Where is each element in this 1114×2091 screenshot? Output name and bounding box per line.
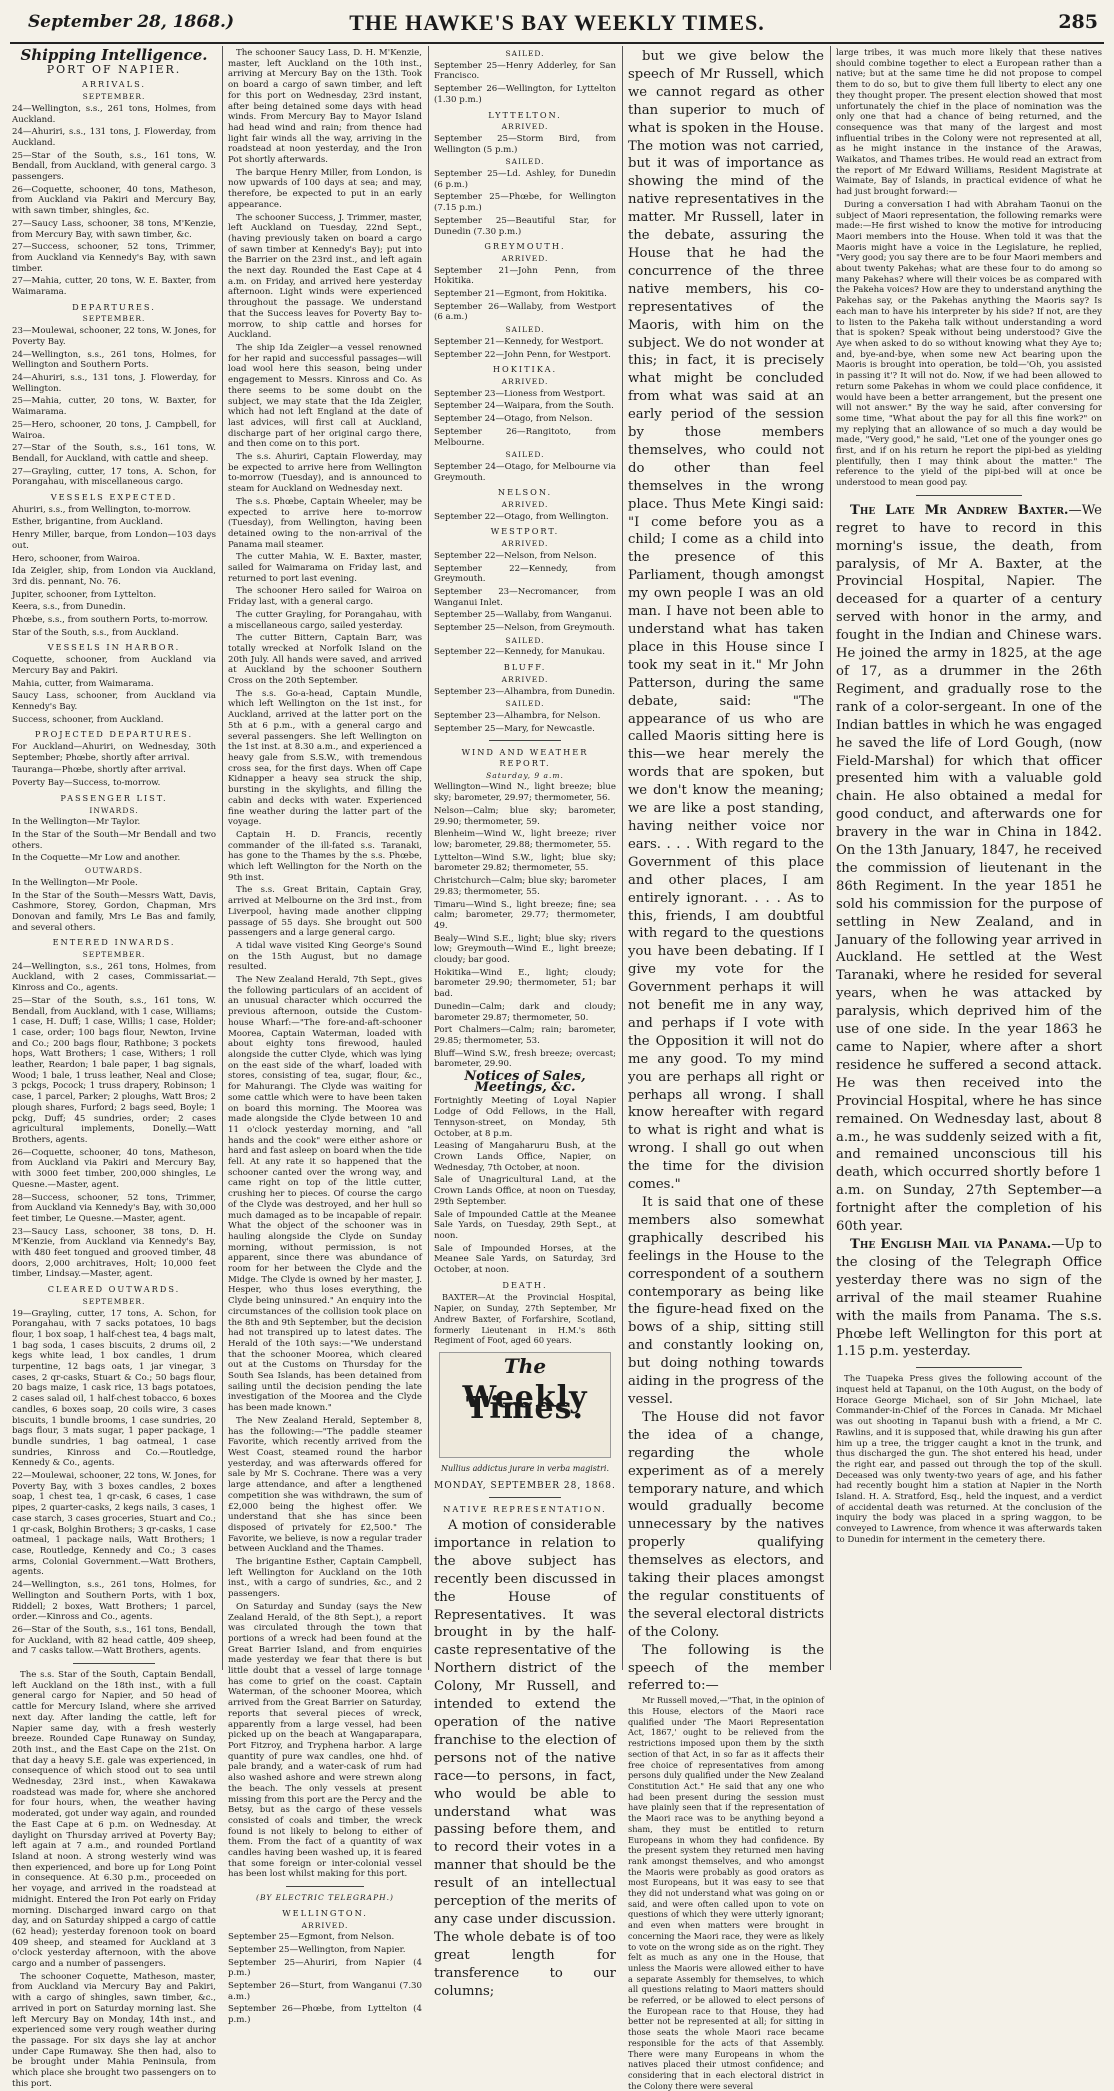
column-telegraph [434, 48, 616, 1999]
arrived-label: ARRIVED. [501, 253, 549, 263]
outwards-heading: OUTWARDS. [84, 866, 144, 876]
telegraph-heading: (BY ELECTRIC TELEGRAPH.) [256, 1893, 394, 1903]
list-item: September 24—Waipara, from the South. [434, 401, 614, 412]
hokitika-sailed-list [434, 462, 616, 483]
westport-arrived-list [434, 551, 616, 634]
greymouth-heading: GREYMOUTH. [484, 241, 566, 252]
list-item: 27—Saucy Lass, schooner, 38 tons, M'Kenzie, from Mercury Bay, with sawn timber, &c. [12, 218, 216, 240]
baxter-text: —We regret to have to record in this morning's issue, the death, from paralysis, of Mr A. Baxter, at the Provincial Hospital, Napier. The deceased for a quarter of a century served with honor in the army, and fought in the Indian and Chinese wars. He joined the army in 1825, at the age of 17, as a drummer in the 26th Regiment, and gradually rose to the rank of a color-sergeant. In one of the Indian battles in which he was engaged he saved the life of Lord Gough, (now Field-Marshal) for which that officer presented him with a valuable gold chain. He also obtained a medal for good conduct, and afterwards one for bravery in the war in China in 1842. On the 13th January, 1847, he received the commission of lieutenant in the 86th Regiment. In the year 1851 he sold his commission for the purpose of settling in New Zealand, and in January of the following year arrived in Auckland. He settled at the West Taranaki, where he resided for several years, when he was attacked by paralysis, which deprived him of the use of one side. In the year 1863 he came to Napier, where after a short residence he suffered a second attack. He was then received into the Provincial Hospital, where he has since remained. On Wednesday last, about 8 a.m., he was suddenly seized with a fit, and remained unconscious till his death, which occurred shortly before 1 a.m. on Sunday, 27th September—a fortnight after the completion of his 60th year. [836, 502, 1102, 1235]
projected-list [12, 742, 216, 789]
sailed-label: SAILED. [505, 450, 545, 460]
weather-heading: WIND AND WEATHER REPORT. [461, 747, 589, 769]
editorial-paragraphs [628, 48, 824, 1695]
arrived-label: ARRIVED. [501, 539, 549, 549]
column-news [836, 48, 1102, 1668]
paragraph: It is said that one of these members also somewhat graphically described his feelings in the House to the correspondent of a southern contemporary as being like the figure-head fixed on the bows of a ship, sitting still and constantly looking on, but doing nothing towards aiding in the progress of the vessel. [628, 1195, 824, 1407]
list-item: Ahuriri, s.s., from Wellington, to-morrow. [12, 504, 191, 515]
paragraph: The cutter Mahia, W. E. Baxter, master, sailed for Waimarama on Friday last, and returned to port last evening. [228, 552, 422, 584]
month-label: SEPTEMBER. [82, 1296, 146, 1306]
column-shipping-news [228, 48, 423, 2026]
list-item: Keera, s.s., from Dunedin. [12, 602, 126, 613]
list-item: 27—Star of the South, s.s., 161 tons, W. Bendall, for Auckland, with cattle and sheep. [12, 443, 216, 464]
divider [916, 1367, 1022, 1368]
cleared-list [12, 1309, 216, 1658]
list-item: September 25—Mary, for Newcastle. [434, 723, 595, 734]
paragraph: The barque Henry Miller, from London, is now upwards of 100 days at sea; and may, therefore, be expected to put in an early appearance. [228, 167, 422, 210]
paragraph: A tidal wave visited King George's Sound on the 15th August, but no damage resulted. [228, 940, 422, 973]
list-item: Leasing of Mangaharuru Bush, at the Crown Lands Office, Napier, on Wednesday, 7th October, at noon. [434, 1141, 616, 1173]
paragraph: Captain H. D. Francis, recently commander of the ill-fated s.s. Taranaki, has gone to the Thames by the s.s. Phœbe, which left Wellington for the North on the 9th inst. [228, 829, 422, 883]
list-item: 24—Ahuriri, s.s., 131 tons, J. Flowerday, from Auckland. [12, 127, 216, 148]
list-item: 26—Star of the South, s.s., 161 tons, Bendall, for Auckland, with 82 head cattle, 409 sheep, and 7 casks tallow.—Watt Brothers, agents. [12, 1624, 216, 1657]
list-item: 27—Grayling, cutter, 17 tons, A. Schon, for Porangahau, with miscellaneous cargo. [12, 466, 216, 488]
departures-list [12, 326, 216, 488]
list-item: 25—Star of the South, s.s., 161 tons, W. Bendall, from Auckland, with general cargo. 3 passengers. [12, 150, 216, 183]
paragraph: On Saturday and Sunday (says the New Zealand Herald, of the 8th Sept.), a report was circulated through the town that portions of a wreck had been found at the Great Barrier Island, and from enquiries made yesterday we fear that there is but little doubt that a vessel of large tonnage has come to grief on the coast. Captain Waterman, of the schooner Moorea, which arrived from the Great Barrier on Saturday, reports that several pieces of wreck, apparently from a large vessel, had been picked up on the beach at Wangaparapara, Port Fitzroy, and Tryphena harbor. A large quantity of pure wax candles, one hhd. of pale brandy, and a water-cask of rum had also washed ashore and were strewn along the beach. The only vessels at present missing from this port are the Percy and the Betsy, but as the cargo of these vessels consisted of coals and timber, the wreck found is not likely to belong to either of them. From the fact of a quantity of wax candles having been washed up, it is feared that some foreign or inter-colonial vessel has been lost whilst making for this port. [228, 1601, 422, 1880]
logo-text: Weekly Times. [462, 1379, 588, 1426]
list-item: Phœbe, s.s., from southern Ports, to-morrow. [12, 615, 208, 626]
column-rule [830, 46, 831, 1670]
passenger-heading: PASSENGER LIST. [60, 792, 168, 803]
paragraph: The cutter Grayling, for Porangahau, with a miscellaneous cargo, sailed yesterday. [228, 609, 422, 631]
nelson-heading: NELSON. [497, 487, 553, 498]
list-item: September 24—Otago, from Nelson. [434, 414, 593, 425]
list-item: Fortnightly Meeting of Loyal Napier Lodge of Odd Fellows, in the Hall, Tennyson-street, on Monday, 5th October, at 8 p.m. [434, 1096, 616, 1139]
arrivals-heading: ARRIVALS. [81, 79, 147, 90]
list-item: September 25—Wellington, from Napier. [228, 1944, 406, 1955]
paragraph: The schooner Coquette, Matheson, master, from Auckland via Mercury Bay and Pakiri, with a cargo of shingles, sawn timber, &c., arrived in port on Saturday morning last. She left Mercury Bay on Monday, 14th inst., and experienced some very rough weather during the passage. For six days she lay at anchor under Cape Rumaway. She then had, also to be brought under Mahia Peninsula, from which place she brought two passengers on to this port. [12, 1971, 216, 2089]
list-item: September 21—Kennedy, for Westport. [434, 336, 604, 347]
list-item: September 22—Otago, from Wellington. [434, 511, 609, 522]
column-shipping [12, 46, 216, 2089]
divider [286, 1886, 364, 1887]
newspaper-page [10, 6, 1104, 2091]
wellington-heading: WELLINGTON. [282, 1907, 368, 1918]
logo-text: The [503, 1353, 547, 1378]
paragraph: A motion of considerable importance in relation to the above subject has recently been discussed in the House of Representatives. It was brought in by the half-caste representative of the Northern district of the Colony, Mr Russell, and intended to extend the operation of the native franchise to the election of persons not of the native race—to persons, in fact, who would be able to understand what was passing before them, and to record their votes in a manner that should be the result of an intellectual perception of the merits of any case under discussion. The whole debate is of too great length for transference to our columns; [434, 1518, 616, 1999]
projected-heading: PROJECTED DEPARTURES. [34, 729, 194, 740]
speech-text [628, 1695, 824, 2091]
list-item: 24—Ahuriri, s.s., 131 tons, J. Flowerday, for Wellington. [12, 372, 216, 394]
paragraph: but we give below the speech of Mr Russell, which we cannot regard as other than superior to much of what is spoken in the House. The motion was not carried, but it was of importance as showing the mind of the native representatives in the matter. Mr Russell, later in the debate, assuring the House that he had the concurrence of the three native members, his co-representatives of the Maoris, with him on the subject. We do not wonder at this; in fact, it is precisely what might be concluded from what was said at an early period of the session by those members themselves, who could not do other than feel themselves in the wrong place. Thus Mete Kingi said: "I come before you as a child; I come as a child into the presence of this Parliament, though amongst my own people I was an old man. I have not been able to understand what has taken place in this House since I took my seat in it." Mr John Patterson, during the same debate, said: "The appearance of us who are called Maoris sitting here is this—we hear merely the words that are spoken, but we don't know the meaning; we are like a post standing, having neither voice nor ears. . . . With regard to the Government of this place and other places, I am entirely ignorant. . . . As to this, friends, I am doubtful with regard to the questions you have been debating. If I give my vote for the Government perhaps it will not benefit me in any way, and perhaps if I vote with the Opposition it will not do me any good. To my mind you are perhaps all right or perhaps all wrong. I shall know hereafter with regard to what is right and what is wrong. I shall go out when the time for the division comes." [628, 49, 824, 1193]
list-item: September 23—Alhambra, from Dunedin. [434, 686, 615, 697]
death-heading: DEATH. [502, 1279, 548, 1290]
list-item: Hokitika—Wind E., light; cloudy; barometer 29.90; thermometer, 51; bar bad. [434, 967, 616, 1000]
list-item: September 22—Kennedy, for Manukau. [434, 647, 606, 658]
mail-heading: The English Mail via Panama. [850, 1236, 1052, 1252]
outwards-list [12, 878, 216, 934]
arrived-label: ARRIVED. [501, 500, 549, 510]
editorial-text [434, 1517, 616, 2000]
list-item: 19—Grayling, cutter, 17 tons, A. Schon, for Porangahau, with 7 sacks potatoes, 10 bags flour, 1 box soap, 1 half-chest tea, 4 bags malt, 1 bag soda, 1 cases biscuits, 2 drums oil, 2 kegs white lead, 1 box candles, 1 drum turpentine, 12 bags oats, 1 jar vinegar, 3 cases, 2 qr-casks, Stuart & Co.; 50 bags flour, 20 bags maize, 1 cask rice, 13 bags potatoes, 2 cases salad oil, 1 half-chest tobacco, 6 boxes candles, 6 boxes soap, 20 coils wire, 3 cases biscuits, 1 bundle brooms, 1 case sundries, 20 bags flour, 3 mats sugar, 1 paper package, 1 bundle sundries, 1 bag oatmeal, 1 case sundries, Kinross and Co.—Routledge, Kennedy & Co., agents. [12, 1308, 216, 1469]
list-item: Bealy—Wind S.E., light; blue sky; rivers low; Greymouth—Wind E., light breeze; cloudy; bar good. [434, 933, 616, 966]
list-item: September 23—Lioness from Westport. [434, 388, 606, 399]
harbor-heading: VESSELS IN HARBOR. [47, 642, 181, 653]
page-number: 285 [1058, 11, 1098, 33]
list-item: Christchurch—Calm; blue sky; barometer 29.83; thermometer, 55. [434, 876, 616, 897]
paragraph: The s.s. Star of the South, Captain Bendall, left Auckland on the 18th inst., with a full general cargo for Napier, and 50 head of cattle for Mercury Island, where she arrived next day. After landing the cattle, left for Napier same day, with a fresh westerly breeze. Rounded Cape Runaway on Sunday, 20th inst., and the East Cape on the 21st. On that day a heavy S.E. gale was experienced, in consequence of which stood out to sea until Wednesday, 23rd inst., when Kawakawa roadstead was made for, where she anchored for four hours, when, the weather having moderated, got under way again, and rounded the East Cape at 6 p.m. on Wednesday. At daylight on Thursday arrived at Poverty Bay; left again at 7 a.m., and rounded Portland Island at noon. A strong westerly wind was then experienced, and bore up for Long Point in consequence. At 6.30 p.m., proceeded on her voyage, and arrived in the roadstead at midnight. Entered the Iron Pot early on Friday morning. Discharged inward cargo on that day, and on Saturday shipped a cargo of cattle (62 head); yesterday forenoon took on board 409 sheep, and steamed for Auckland at 3 o'clock yesterday afternoon, with the above cargo and a number of passengers. [12, 1670, 216, 1970]
issue-date: September 28, 1868.) [28, 12, 234, 32]
extract: During a conversation I had with Abraham Taonui on the subject of Maori representation, the following remarks were made:—He first wished to know the motive for introducing Maori members into the House. When told it was that the Maoris might have a voice in the Legislature, he replied, "Very good; you say there are to be four Maori members and about twenty Pakehas; what are these four to do among so many Pakehas? where will their voices be as compared with the Pakeha voices? How are they to understand anything the Pakehas say, or the Pakehas anything the Maoris say? Is each man to have his interpreter by his side? If not, are they to listen to the Pakeha talk without understanding a word that is spoken? Speak without being understood? Give the Aye when asked to do so without knowing what they Aye to; and, bye-and-bye, when some new Act bearing upon the Maoris is brought into operation, be told—'Oh, you assisted in passing it'? It will not do. Now, if we had been allowed to return some Pakehas in whom we could place confidence, it would have been a better arrangement, but the present one will not answer." By the way he said, after conversing for some time, "What about the pay for all this fine work?" on my replying that an allowance of so much a day would be made, "Very good," he said, "Let one of the younger ones go first, and if on his return he report the pipi-bed as yielding plentifully, then I may think about the matter." The reference to the yield of the pipi-bed will at once be understood to mean good pay. [836, 199, 1102, 489]
list-item: September 22—Kennedy, from Greymouth. [434, 563, 616, 585]
list-item: 25—Mahia, cutter, 20 tons, W. Baxter, for Waimarama. [12, 396, 216, 418]
list-item: 26—Coquette, schooner, 40 tons, Matheson, from Auckland via Pakiri and Mercury Bay, with sawn timber, shingles, &c. [12, 184, 216, 217]
list-item: September 22—Nelson, from Nelson. [434, 550, 597, 561]
list-item: September 22—John Penn, for Westport. [434, 349, 611, 360]
expected-heading: VESSELS EXPECTED. [50, 492, 178, 503]
list-item: 24—Wellington, s.s., 261 tons, Holmes, from Auckland, with 2 cases, Commissariat.—Kinross and Co., agents. [12, 961, 216, 994]
list-item: Ida Zeigler, ship, from London via Auckland, 3rd dis. pennant, No. 76. [12, 566, 216, 587]
hokitika-arrived-list [434, 389, 616, 449]
list-item: 25—Hero, schooner, 20 tons, J. Campbell, for Wairoa. [12, 419, 216, 441]
inwards-list [12, 817, 216, 864]
list-item: In the Star of the South—Mr Bendall and two others. [12, 830, 216, 851]
wellington-list [228, 1932, 422, 2026]
newspaper-title: THE HAWKE'S BAY WEEKLY TIMES. [349, 10, 765, 35]
list-item: September 25—Beautiful Star, for Dunedin (7.30 p.m.) [434, 215, 616, 237]
westport-heading: WESTPORT. [490, 526, 560, 537]
list-item: Bluff—Wind S.W., fresh breeze; overcast; barometer, 29.90. [434, 1048, 616, 1070]
month-label: SEPTEMBER. [82, 314, 146, 324]
list-item: Dunedin—Calm; dark and cloudy; barometer 29.87; thermometer, 50. [434, 1001, 616, 1023]
list-item: Timaru—Wind S., light breeze; fine; sea calm; barometer, 29.77; thermometer, 49. [434, 899, 616, 931]
list-item: 24—Wellington, s.s., 261 tons, Holmes, from Auckland. [12, 103, 216, 125]
list-item: September 26—Sturt, from Wanganui (7.30 a.m.) [228, 1981, 422, 2002]
list-item: Success, schooner, from Auckland. [12, 714, 164, 725]
arrived-label: ARRIVED. [501, 376, 549, 386]
list-item: September 23—Alhambra, for Nelson. [434, 710, 601, 721]
divider [489, 1497, 562, 1498]
paragraph: The following is the speech of the member referred to:— [628, 1642, 824, 1694]
list-item: September 25—Egmont, from Nelson. [228, 1932, 395, 1943]
list-item: Sale of Impounded Cattle at the Meanee Sale Yards, on Tuesday, 29th Sept., at noon. [434, 1209, 616, 1241]
list-item: September 25—Wallaby, from Wanganui. [434, 610, 612, 621]
lyttelton-arrived-list [434, 134, 616, 155]
list-item: Sale of Unagricultural Land, at the Crown Lands Office, at noon on Tuesday, 29th September. [434, 1175, 616, 1207]
month-label: SEPTEMBER. [82, 92, 146, 102]
expected-list [12, 505, 216, 639]
column-rule [222, 46, 223, 1670]
paragraph: The s.s. Phœbe, Captain Wheeler, may be expected to arrive here to-morrow (Tuesday), from Wellington, having been detained owing to the non-arrival of the Panama mail steamer. [228, 496, 422, 550]
sailed-label: SAILED. [505, 325, 545, 335]
arrived-label: ARRIVED. [301, 1920, 349, 1930]
month-label: SEPTEMBER. [82, 950, 146, 960]
list-item: September 26—Wellington, for Lyttelton (1.30 p.m.) [434, 84, 616, 105]
greymouth-sailed-list [434, 337, 616, 360]
weather-list [434, 782, 616, 1070]
list-item: In the Star of the South—Messrs Watt, Davis, Cashmore, Storey, Gordon, Chapman, Mrs Donovan and family, Mrs Le Bas and family, and several others. [12, 890, 216, 933]
column-rule [622, 46, 623, 1670]
arrived-label: ARRIVED. [501, 674, 549, 684]
list-item: 28—Success, schooner, 52 tons, Trimmer, from Auckland via Kennedy's Bay, with 30,000 feet timber, Le Quesne.—Master, agent. [12, 1192, 216, 1224]
column-editorial [628, 48, 824, 2091]
list-item: 27—Success, schooner, 52 tons, Trimmer, from Auckland via Kennedy's Bay, with sawn timber. [12, 242, 216, 274]
arrivals-list [12, 104, 216, 298]
motto: Nullius addictus jurare in verba magistri. [440, 1463, 610, 1473]
list-item: Tauranga—Phœbe, shortly after arrival. [12, 765, 186, 776]
greymouth-arrived-list [434, 266, 616, 324]
cleared-heading: CLEARED OUTWARDS. [47, 1284, 181, 1295]
mail-text: —Up to the closing of the Telegraph Office yesterday there was no sign of the arrival of the mail steamer Ruahine with the mails from Panama. The s.s. Phœbe left Wellington for this port at 1.15 p.m. yesterday. [836, 1236, 1102, 1360]
departures-heading: DEPARTURES. [72, 301, 156, 312]
list-item: In the Wellington—Mr Taylor. [12, 817, 141, 828]
notices-banner: Notices of Sales, Meetings, &c. [464, 1069, 586, 1095]
notices-list [434, 1096, 616, 1275]
list-item: Wellington—Wind N., light breeze; blue sky; barometer, 29.97; thermometer, 56. [434, 782, 616, 804]
paragraph: The schooner Success, J. Trimmer, master, left Auckland on Tuesday, 22nd Sept., (having previously taken on board a cargo of sawn timber at Kennedy's Bay); put into the Barrier on the 23rd inst., and left again the next day. Rounded the East Cape at 4 a.m. on Friday, and arrived here yesterday afternoon. Light winds were experienced throughout the passage. We understand that the Success leaves for Poverty Bay to-morrow, to ship cattle and horses for Auckland. [228, 212, 422, 341]
list-item: In the Wellington—Mr Poole. [12, 877, 138, 888]
tuapeka-paragraph: The Tuapeka Press gives the following account of the inquest held at Tapanui, on the 10th August, on the body of Horace George Michael, son of Sir John Michael, late Commander-in-Chief of the Forces in Canada. Mr Michael was out shooting in Tapanui bush with a friend, a Mr C. Rawlins, and it is supposed that, while drawing his gun after him up a tree, the trigger caught a knot in the trunk, and thus discharged the gun. The shot entered his head, under the right ear, and passed out through the top of the skull. Deceased was only twenty-two years of age, and his father had recently bought him a station at Napier in the North Island. H. A. Stratford, Esq., held the inquest, and a verdict of accidental death was returned. At the conclusion of the inquiry the body was placed in a spring waggon, to be conveyed to Lawrence, from whence it was afterwards taken to Dunedin for interment in the cemetery there. [836, 1374, 1102, 1545]
hokitika-heading: HOKITIKA. [492, 364, 558, 375]
inwards-heading: INWARDS. [89, 805, 139, 815]
paragraph: The schooner Saucy Lass, D. H. M'Kenzie, master, left Auckland on the 10th inst., arriving at Mercury Bay on the 13th. Took on board a cargo of sawn timber, and left for this port on Wednesday, 23rd instant, after being detained some days with head winds. From Mercury Bay to Mayor Island had head wind and rain; from thence had light fair winds all the way, arriving in the roadstead at noon yesterday, and the Iron Pot shortly afterwards. [228, 48, 422, 166]
list-item: In the Coquette—Mr Low and another. [12, 853, 181, 864]
list-item: 22—Moulewai, schooner, 22 tons, W. Jones, for Poverty Bay, with 3 boxes candles, 2 boxes soap, 1 chest tea, 1 qr-cask, 6 cases, 1 case pipes, 2 quarter-casks, 2 kegs nails, 3 cases, 1 case starch, 3 cases groceries, Stuart and Co.; 1 qr-cask, Bolghin Brothers; 3 qr-casks, 1 case oatmeal, 1 package nails, Watt Brothers; 1 case, Routledge, Kennedy and Co.; 3 cases arms, Colonial Government.—Watt Brothers, agents. [12, 1471, 216, 1578]
list-item: Sale of Impounded Horses, at the Meanee Sale Yards, on Saturday, 3rd October, at noon. [434, 1243, 616, 1276]
list-item: 24—Wellington, s.s., 261 tons, Holmes, for Wellington and Southern Ports, with 1 box, Riddell; 2 boxes, Watt Brothers; 1 parcel, order.—Kinross and Co., agents. [12, 1580, 216, 1623]
list-item: Poverty Bay—Success, to-morrow. [12, 778, 161, 789]
divider [489, 740, 562, 741]
list-item: Coquette, schooner, from Auckland via Mercury Bay and Pakiri. [12, 655, 216, 676]
baxter-heading: The Late Mr Andrew Baxter. [850, 502, 1069, 518]
list-item: Nelson—Calm; blue sky; barometer, 29.90; thermometer, 59. [434, 805, 616, 827]
list-item: September 26—Rangitoto, from Melbourne. [434, 426, 616, 448]
list-item: 24—Wellington, s.s., 261 tons, Holmes, for Wellington and Southern Ports. [12, 349, 216, 371]
paragraph: The cutter Bittern, Captain Barr, was totally wrecked at Norfolk Island on the 20th July. All hands were saved, and arrived at Auckland by the schooner Southern Cross on the 20th September. [228, 633, 422, 687]
column-rule [428, 46, 429, 1670]
sailed-label: SAILED. [505, 699, 545, 709]
paragraph: The New Zealand Herald, September 8, has the following:—"The paddle steamer Favorite, which recently arrived from the West Coast, steamed round the harbor yesterday, and was afterwards offered for sale by Mr S. Cochrane. There was a very large attendance, and after a lengthened competition she was withdrawn, the sum of £2,000 being the highest offer. We understand that she has since been disposed of privately for £2,500." The Favorite, we believe, is now a regular trader between Auckland and the Thames. [228, 1415, 423, 1555]
paragraph: The s.s. Go-a-head, Captain Mundle, which left Wellington on the 1st inst., for Auckland, arrived at the latter port on the 5th at 6 p.m., with a general cargo and several passengers. She left Wellington on the 1st inst. at 8.30 a.m., and experienced a heavy gale from S.S.W., with tremendous cross sea, for the first days. When off Cape Kidnapper a heavy sea struck the ship, bursting in the skylights, and filling the cabin and decks with water. Experienced fine weather during the latter part of the voyage. [228, 688, 422, 828]
paragraph: The s.s. Great Britain, Captain Gray, arrived at Melbourne on the 3rd inst., from Liverpool, having made another clipping passage of 55 days. She brought out 500 passengers and a large general cargo. [228, 885, 422, 939]
entered-list [12, 962, 216, 1280]
native-heading: NATIVE REPRESENTATION. [443, 1504, 607, 1515]
paragraph: large tribes, it was much more likely that these natives should combine together to elect a European rather than a native; but at the same time he did not propose to compel them to do so, but to give them full liberty to elect any one they thought proper. The present election showed that most unfortunately the chief in the place of nomination was the only one that had a chance of being returned, and the consequence was that many of the largest and most influential tribes in the Colony were not represented at all, as he might instance in the instance of the Arawas, Waikatos, and Thames tribes. He would read an extract from the report of Mr Edward Williams, Resident Magistrate at Waimate, Bay of Islands, in practical evidence of what he had just brought forward:— [836, 48, 1102, 198]
shipping-paragraphs [228, 48, 422, 1880]
list-item: 23—Saucy Lass, schooner, 38 tons, D. H. M'Kenzie, from Auckland via Kennedy's Bay, with 480 feet tongued and grooved timber, 48 doors, 2,000 architraves, Holt; 10,000 feet timber, Lindsay.—Master, agent. [12, 1226, 216, 1280]
list-item: September 25—Storm Bird, from Wellington (5 p.m.) [434, 133, 616, 155]
list-item: Blenheim—Wind W., light breeze; river low; barometer, 29.88; thermometer, 55. [434, 829, 616, 850]
sailed-label: SAILED. [505, 49, 545, 58]
list-item: Saucy Lass, schooner, from Auckland via Kennedy's Bay. [12, 691, 216, 712]
list-item: September 25—Nelson, from Greymouth. [434, 623, 615, 634]
paragraph: The schooner Hero sailed for Wairoa on Friday last, with a general cargo. [228, 586, 422, 608]
sailed-label: SAILED. [505, 157, 545, 167]
wellington-sailed-list [434, 61, 616, 106]
lyttelton-heading: LYTTELTON. [488, 109, 562, 120]
lyttelton-sailed-list [434, 169, 616, 237]
list-item: Lyttelton—Wind S.W., light; blue sky; barometer 29.82; thermometer, 55. [434, 852, 616, 874]
list-item: 26—Coquette, schooner, 40 tons, Matheson, from Auckland via Pakiri and Mercury Bay, with 3000 feet timber, 200,000 shingles, Le Quesne.—Master, agent. [12, 1147, 216, 1190]
entered-heading: ENTERED INWARDS. [52, 937, 176, 948]
paragraph: The House did not favor the idea of a change, regarding the whole experiment as of a merely temporary nature, and which would gradually become unnecessary by the natives properly qualifying themselves as electors, and taking their places amongst the regular constituents of the several electoral districts of the Colony. [628, 1409, 824, 1640]
list-item: Jupiter, schooner, from Lyttelton. [12, 589, 157, 600]
divider [916, 495, 1022, 496]
list-item: September 25—Ahuriri, from Napier (4 p.m.) [228, 1957, 422, 1979]
editorial-dateline: MONDAY, SEPTEMBER 28, 1868. [434, 1480, 616, 1491]
weather-date: Saturday, 9 a.m. [486, 770, 564, 780]
arrived-label: ARRIVED. [501, 122, 549, 132]
bluff-heading: BLUFF. [503, 662, 547, 673]
list-item: 23—Moulewai, schooner, 22 tons, W. Jones, for Poverty Bay. [12, 326, 216, 347]
list-item: September 25—Henry Adderley, for San Francisco. [434, 60, 616, 82]
shipping-banner: Shipping Intelligence. [20, 46, 208, 64]
paragraph: The New Zealand Herald, 7th Sept., gives the following particulars of an accident of an unusual character which occurred the previous afternoon, outside the Custom-house Wharf:—"The fore-and-aft-schooner Moorea, Captain Waterman, loaded with about eighty tons firewood, hauled alongside the cutter Clyde, which was lying on the east side of the wharf, loaded with stores, consisting of tea, sugar, flour, &c., for Mahurangi. The Clyde was waiting for some cattle which were to have been taken on board this morning. The Moorea was made alongside the Clyde between 10 and 11 o'clock yesterday morning, and "all hands and the cook" were either ashore or hard and fast asleep on board when the tide fell. At any rate it so happened that the schooner canted over the wrong way, and came right on top of the little cutter, crushing her to pieces. Of course the cargo of the Clyde was destroyed, and her hull so much damaged as to be incapable of repair. What the object of the schooner was in hauling alongside the Clyde on Sunday morning, without permission, is not apparent, since there was abundance of room for her between the Clyde and the Midge. The Clyde is owned by her master, J. Hesper, who thus loses everything, the Clyde being uninsured." An enquiry into the circumstances of the collision took place on the 8th and 9th September, but the decision had not transpired up to latest dates. The Herald of the 10th says:—"We understand that the schooner Moorea, which cleared out at the Customs on Thursday for the South Sea Islands, has been detained from sailing until the decision pending the late investigation of the Moorea and the Clyde has been made known." [228, 975, 422, 1414]
list-item: September 23—Necromancer, from Wanganui Inlet. [434, 586, 616, 608]
death-notice: BAXTER—At the Provincial Hospital, Napier, on Sunday, 27th September, Mr Andrew Baxter, of Forfarshire, Scotland, formerly Lieutenant in H.M.'s 86th Regiment of Foot, aged 60 years. [434, 1292, 616, 1346]
paragraph: The ship Ida Zeigler—a vessel renowned for her rapid and successful passages—will load wool here this season, being under engagement to Messrs. Kinross and Co. As there seems to be some doubt on the subject, we may state that the Ida Zeigler, which had not left England at the date of last advices, will first call at Auckland, discharge part of her original cargo there, and then come on to this port. [228, 342, 422, 450]
list-item: Hero, schooner, from Wairoa. [12, 553, 141, 564]
masthead [10, 6, 1104, 44]
westport-sailed-list [434, 647, 616, 658]
list-item: Star of the South, s.s., from Auckland. [12, 627, 179, 638]
list-item: Port Chalmers—Calm; rain; barometer, 29.85; thermometer, 53. [434, 1025, 616, 1046]
bluff-arrived-list [434, 687, 616, 698]
list-item: September 26—Wallaby, from Westport (6 a.m.) [434, 301, 616, 323]
bluff-sailed-list [434, 711, 616, 734]
list-item: 25—Star of the South, s.s., 161 tons, W. Bendall, from Auckland, with 1 case, Williams; 1 case, H. Duff; 1 case, Willis; 1 case, Holder; 1 case, order; 100 bags flour, Newton, Irvine and Co.; 200 bags flour, Rathbone; 3 pockets hops, Watt Brothers; 1 case, Withers; 1 roll leather, Reardon; 1 bale paper, 1 bag signals, Wood; 1 bale, 1 truss leather, Neal and Close; 3 pckgs, Pocock; 1 truss drapery, Robinson; 1 case, 1 parcel, Parker; 2 ploughs, Watt Bros; 2 plough shares, Furford; 2 bags seed, Boyle; 1 pckg, Duff; 45 sundries, order; 2 cases agricultural implements, Donelly.—Watt Brothers, agents. [12, 995, 216, 1145]
list-item: September 21—John Penn, from Hokitika. [434, 265, 616, 287]
list-item: September 25—Phœbe, for Wellington (7.15 p.m.) [434, 192, 616, 214]
list-item: 27—Mahia, cutter, 20 tons, W. E. Baxter, from Waimarama. [12, 276, 216, 298]
list-item: Henry Miller, barque, from London—103 days out. [12, 530, 216, 551]
paragraph: The s.s. Ahuriri, Captain Flowerday, may be expected to arrive here from Wellington to-morrow (Tuesday), and is announced to steam for Auckland on Wednesday next. [228, 452, 422, 495]
list-item: Esther, brigantine, from Auckland. [12, 517, 163, 528]
list-item: For Auckland—Ahuriri, on Wednesday, 30th September; Phœbe, shortly after arrival. [12, 742, 216, 763]
harbor-list [12, 655, 216, 725]
paragraph: The brigantine Esther, Captain Campbell, left Wellington for Auckland on the 10th inst., with a cargo of sundries, &c., and 2 passengers. [228, 1557, 422, 1600]
weekly-times-logo [439, 1352, 611, 1458]
divider [73, 1663, 155, 1664]
port-heading: PORT OF NAPIER. [46, 62, 182, 76]
sailed-label: SAILED. [505, 635, 545, 645]
nelson-arrived-list [434, 512, 616, 523]
list-item: September 24—Otago, for Melbourne via Greymouth. [434, 461, 616, 483]
list-item: September 25—Ld. Ashley, for Dunedin (6 p.m.) [434, 169, 616, 190]
list-item: Mahia, cutter, from Waimarama. [12, 678, 154, 689]
list-item: September 26—Phœbe, from Lyttelton (4 p.m.) [228, 2004, 422, 2026]
list-item: September 21—Egmont, from Hokitika. [434, 289, 607, 300]
paragraph: Mr Russell moved,—"That, in the opinion of this House, electors of the Maori race qualified under 'The Maori Representation Act, 1867,' ought to be relieved from the restrictions imposed upon them by the sixth section of that Act, in so far as it affects their free choice of representatives from among persons duly qualified under the New Zealand Constitution Act." He said that any one who had been present during the session must have plainly seen that if the representation of the Maori race was to be anything beyond a sham, they must be entitled to return Europeans in whom they had confidence. By the present system they returned men having rank amongst themselves, and who amongst the Maoris were probably as good orators as most Europeans, but it was easy to see that they did not understand what was going on or said, and were often called upon to vote on questions of which they were utterly ignorant; and even when matters were brought in concerning the Maori race, they were as likely to vote on the wrong side as on the right. They felt as much as any one in the House, that unless the Maoris were allowed either to have a separate Assembly for themselves, to which all questions relating to Maori matters should be referred, or be allowed to elect persons of the European race to that House, they had better not be represented at all; for sitting in those seats the whole Maori race became responsible for the acts of that Assembly. There were many Europeans in whom the natives placed their utmost confidence; and considering that in each electoral district in the Colony there were several [628, 1695, 824, 2091]
